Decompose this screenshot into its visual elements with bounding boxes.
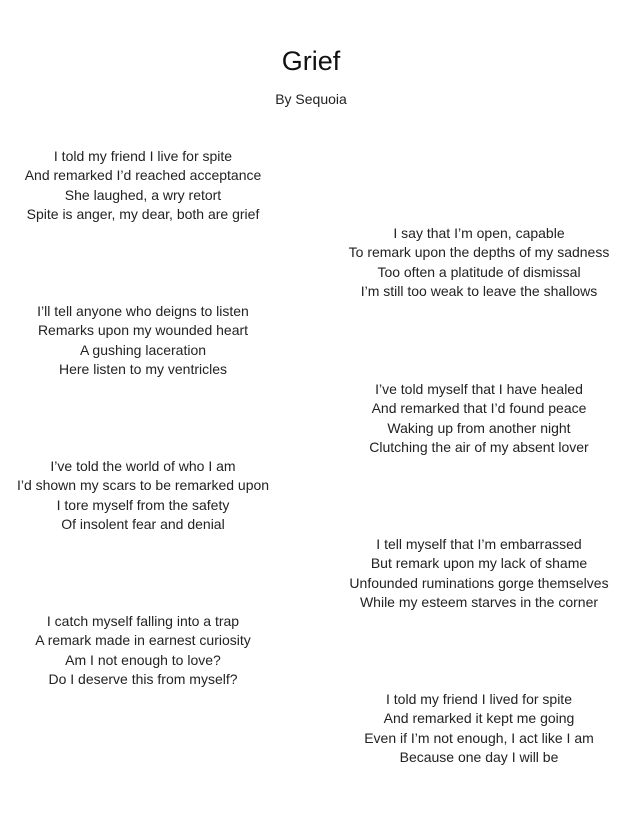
stanza-5-line-3: I tore myself from the safety [56, 496, 230, 513]
stanza-6 [334, 535, 624, 613]
stanza-3-line-3: A gushing laceration [79, 341, 207, 358]
stanza-6-line-1: I tell myself that I’m embarrassed [376, 536, 582, 552]
stanza-7-line-2: A remark made in earnest curiosity [35, 632, 251, 649]
stanza-2 [334, 224, 624, 302]
stanza-1-line-1: I told my friend I live for spite [53, 148, 233, 164]
stanza-4-line-1: I’ve told myself that I have healed [375, 381, 583, 397]
stanza-3 [0, 302, 286, 380]
stanza-8 [334, 690, 624, 768]
stanza-8-line-1: I told my friend I lived for spite [386, 691, 572, 707]
stanza-5 [0, 457, 286, 535]
stanza-6-line-2: But remark upon my lack of shame [370, 555, 588, 572]
stanza-7-line-1: I catch myself falling into a trap [46, 613, 240, 629]
stanza-8-line-2: And remarked it kept me going [383, 710, 575, 727]
stanza-4-line-3: Waking up from another night [387, 419, 571, 436]
stanza-2-line-2: To remark upon the depths of my sadness [348, 244, 610, 261]
stanza-4 [334, 380, 624, 458]
stanza-2-line-1: I say that I’m open, capable [393, 225, 565, 241]
poem-byline: By Sequoia [275, 91, 347, 107]
stanza-1 [0, 147, 286, 225]
stanza-3-line-4: Here listen to my ventricles [58, 361, 228, 378]
stanza-8-line-4: Because one day I will be [399, 749, 559, 766]
poem-title: Grief [281, 46, 341, 76]
stanza-6-line-3: Unfounded ruminations gorge themselves [349, 574, 609, 591]
stanza-4-line-4: Clutching the air of my absent lover [369, 439, 589, 456]
stanza-5-line-4: Of insolent fear and denial [61, 516, 225, 533]
stanza-1-line-4: Spite is anger, my dear, both are grief [26, 206, 260, 223]
stanza-2-line-3: Too often a platitude of dismissal [377, 263, 581, 280]
stanza-6-line-4: While my esteem starves in the corner [359, 594, 599, 611]
stanza-1-line-3: She laughed, a wry retort [64, 186, 222, 203]
stanza-7-line-4: Do I deserve this from myself? [48, 671, 238, 688]
stanza-5-line-1: I’ve told the world of who I am [50, 458, 236, 474]
stanza-5-line-2: I’d shown my scars to be remarked upon [16, 477, 270, 494]
stanza-2-line-4: I’m still too weak to leave the shallows [360, 283, 598, 300]
stanza-1-line-2: And remarked I’d reached acceptance [24, 167, 262, 184]
stanza-7 [0, 612, 286, 690]
stanza-3-line-1: I’ll tell anyone who deigns to listen [37, 303, 249, 319]
stanza-3-line-2: Remarks upon my wounded heart [37, 322, 249, 339]
stanza-4-line-2: And remarked that I’d found peace [371, 400, 587, 417]
stanza-7-line-3: Am I not enough to love? [65, 651, 221, 668]
stanza-8-line-3: Even if I’m not enough, I act like I am [364, 729, 594, 746]
